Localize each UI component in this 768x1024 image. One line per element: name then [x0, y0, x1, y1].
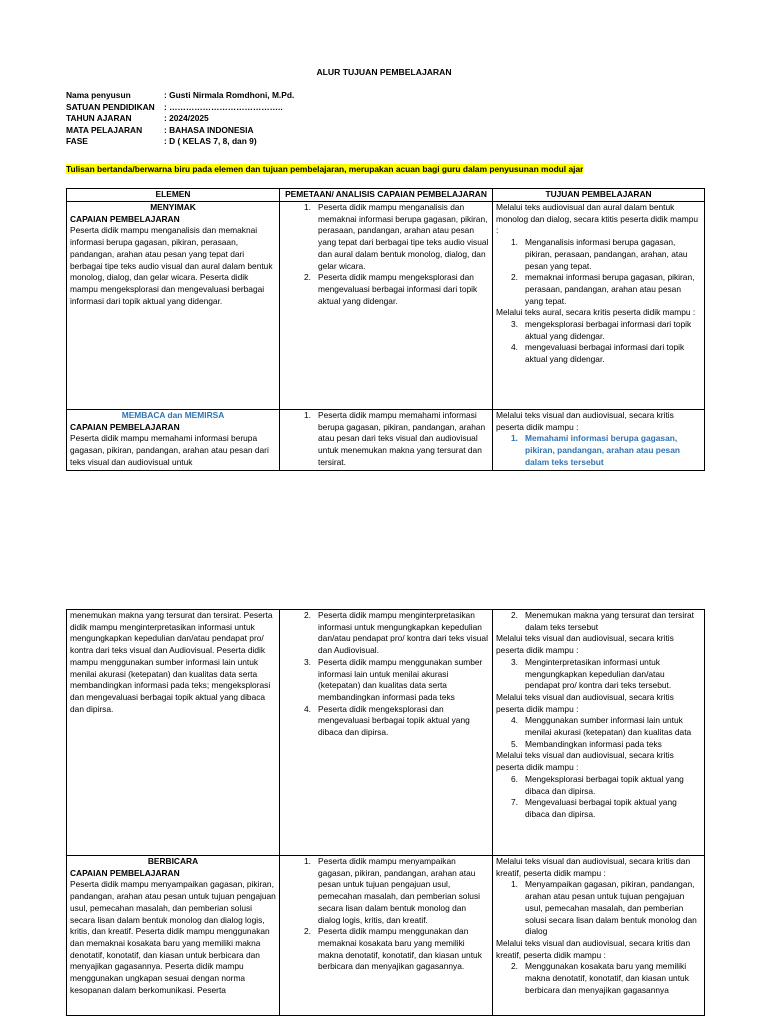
meta-row-subject [66, 125, 294, 137]
cp-text: menemukan makna yang tersurat dan tersirat. Peserta didik mampu menginterpretasikan informasi untuk mengungkapkan kepedulian dan/atau pendapat pro/ kontra dari teks visual dan Audiovisual. Peserta didik mampu menggunakan sumber informasi lain untuk menilai akurasi (ketepatan) dan kualitas data serta membandingkan informasi pada teks; mengeksplorasi dan mengevaluasi berbagai topik aktual yang dibaca dan dipirsa. [70, 610, 273, 714]
tp-intro: Melalui teks visual dan audiovisual, secara kritis peserta didik mampu : [496, 691, 674, 714]
cell-elemen [67, 410, 280, 471]
list-item [283, 856, 489, 926]
list-text: Peserta didik mampu memahami informasi berupa gagasan, pikiran, pandangan, arahan atau pesan dari teks visual dan audiovisual untuk menemukan makna yang tersurat dan tersirat. [318, 410, 486, 467]
tp-intro: Melalui teks visual dan audiovisual, secara kritis peserta didik mampu : [496, 410, 674, 432]
tp-list [496, 774, 701, 821]
list-text: Peserta didik mampu menyampaikan gagasan, pikiran, pandangan, arahan atau pesan untuk tujuan pengajuan usul, pemecahan masalah, dan pemberian solusi secara lisan dalam bentuk monolog dan dialog logis, kritis, dan kreatif. [318, 856, 481, 925]
meta-label: MATA PELAJARAN [66, 124, 143, 135]
cell-analysis [280, 856, 493, 1016]
tp-intro: Melalui teks visual dan audiovisual, secara kritis peserta didik mampu : [496, 633, 674, 656]
list-number: 3. [304, 656, 311, 667]
cell-analysis [280, 610, 493, 856]
list-number: 2. [304, 926, 311, 937]
analysis-list [283, 610, 489, 739]
list-number: 5. [511, 738, 518, 749]
meta-label: Nama penyusun [66, 90, 131, 100]
meta-value: : BAHASA INDONESIA [164, 124, 254, 135]
list-item [496, 657, 701, 692]
table-header-row [67, 189, 705, 202]
list-item [496, 272, 701, 307]
list-text: Menganalisis informasi berupa gagasan, pikiran, perasaan, pandangan, arahan, atau pesan yang tepat. [525, 237, 688, 271]
list-text: Menyampaikan gagasan, pikiran, pandangan, arahan atau pesan untuk tujuan pengajuan usul, pemecahan masalah, dan pemberian solusi secara lisan dalam bentuk monolog dan dialog [525, 879, 697, 937]
meta-label: FASE [66, 136, 88, 147]
list-item [283, 610, 489, 657]
list-text: Menginterpretasikan informasi untuk mengungkapkan kepedulian dan/atau pendapat pro/ kontra dari teks tersebut. [525, 656, 672, 691]
tp-intro: Melalui teks visual dan audiovisual, secara kritis peserta didik mampu : [496, 750, 674, 773]
cp-label: CAPAIAN PEMBELAJARAN [70, 421, 180, 432]
list-text: mengevaluasi berbagai informasi dari topik aktual yang didengar. [525, 342, 685, 365]
list-text: Mengeksplorasi berbagai topik aktual yang dibaca dan dipirsa. [525, 773, 684, 796]
list-text: Peserta didik mampu menginterpretasikan informasi untuk mengungkapkan kepedulian dan/atau pendapat pro/ kontra dari teks visual dan Audiovisual. [318, 610, 488, 656]
list-text: Mengevaluasi berbagai topik aktual yang dibaca dan dipirsa. [525, 797, 677, 819]
cell-tujuan [493, 202, 705, 410]
analysis-list [283, 410, 489, 469]
cp-label: CAPAIAN PEMBELAJARAN [70, 867, 180, 878]
list-item [283, 704, 489, 739]
list-item [496, 237, 701, 272]
list-item [283, 410, 489, 469]
list-item [283, 926, 489, 973]
list-text: Peserta didik mampu mengeksplorasi dan mengevaluasi berbagai informasi dari topik aktual yang didengar. [318, 272, 478, 306]
meta-label: SATUAN PENDIDIKAN [66, 101, 155, 112]
tp-intro: Melalui teks visual dan audiovisual, secara kritis dan kreatif, peserta didik mampu : [496, 937, 691, 960]
meta-label: TAHUN AJARAN [66, 113, 132, 124]
list-item [496, 774, 701, 797]
highlight-note [66, 164, 583, 176]
list-number: 3. [511, 319, 518, 330]
tp-list [496, 657, 701, 692]
meta-value: : Gusti Nirmala Romdhoni, M.Pd. [164, 90, 295, 100]
list-number: 2. [511, 272, 518, 283]
list-number: 3. [511, 656, 518, 667]
list-text: Menggunakan kosakata baru yang memiliki makna denotatif, konotatif, dan kiasan untuk berbicara dan menyajikan gagasannya [525, 961, 689, 995]
list-item [283, 202, 489, 272]
list-item [496, 610, 701, 633]
list-text: Membandingkan informasi pada teks [525, 738, 662, 749]
element-name: MEMBACA dan MEMIRSA [121, 410, 225, 420]
tp-list [496, 961, 701, 996]
cell-tujuan [493, 856, 705, 1016]
list-number: 2. [511, 610, 518, 620]
row-berbicara [67, 856, 705, 1016]
list-number: 1. [304, 856, 311, 866]
list-number: 4. [304, 703, 311, 714]
list-number: 6. [511, 773, 518, 784]
list-number: 2. [304, 610, 311, 620]
list-number: 1. [511, 237, 518, 248]
element-name: BERBICARA [147, 856, 199, 866]
header-elemen: ELEMEN [67, 189, 280, 202]
list-text: Menggunakan sumber informasi lain untuk menilai akurasi (ketepatan) dan kualitas data [525, 715, 692, 738]
document-meta [66, 90, 294, 148]
tp-list [496, 237, 701, 307]
header-tujuan: TUJUAN PEMBELAJARAN [493, 189, 705, 202]
list-number: 1. [304, 410, 311, 420]
list-item [496, 319, 701, 342]
cp-label: CAPAIAN PEMBELAJARAN [70, 213, 180, 224]
meta-row-school [66, 102, 294, 114]
tp-list [496, 610, 701, 633]
list-text: Memahami informasi berupa gagasan, pikiran, pandangan, arahan atau pesan dalam teks tersebut [525, 433, 680, 467]
meta-row-year [66, 113, 294, 125]
tp-list [496, 433, 701, 468]
list-number: 4. [511, 715, 518, 726]
list-text: Peserta didik mampu menganalisis dan memaknai informasi berupa gagasan, pikiran, perasaan, pandangan, arahan atau pesan yang tepat dari berbagai tipe teks audio visual dan aural dalam bentuk monolog, dialog, dan gelar wicara. [318, 202, 489, 271]
cell-elemen [67, 856, 280, 1016]
list-number: 2. [304, 272, 311, 283]
list-item [496, 739, 701, 751]
tp-list [496, 319, 701, 366]
tp-intro: Melalui teks audiovisual dan aural dalam bentuk monolog dan dialog, secara ktitis peserta didik mampu : [496, 202, 699, 236]
list-number: 1. [511, 879, 518, 890]
analysis-list [283, 202, 489, 307]
meta-row-author [66, 90, 294, 102]
meta-value: : D ( KELAS 7, 8, dan 9) [164, 136, 257, 147]
tp-intro: Melalui teks aural, secara kritis peserta didik mampu : [496, 307, 696, 318]
tp-intro: Melalui teks visual dan audiovisual, secara kritis dan kreatif, peserta didik mampu : [496, 856, 691, 878]
tp-list [496, 879, 701, 938]
element-name: MENYIMAK [150, 202, 196, 212]
row-membaca-continued [67, 610, 705, 856]
cp-text: Peserta didik mampu menganalisis dan memaknai informasi berupa gagasan, pikiran, perasaan, pandangan, arahan atau pesan yang tepat dari berbagai tipe teks audio visual dan aural dalam bentuk monolog, dialog, dan gelar wicara. Peserta didik mampu mengeksplorasi dan mengevaluasi berbagai informasi dari topik aktual yang didengar. [70, 225, 273, 306]
list-number: 1. [511, 433, 518, 444]
list-number: 7. [511, 797, 518, 808]
atp-table-page-1 [66, 188, 705, 471]
list-text: Peserta didik mengeksplorasi dan mengevaluasi berbagai topik aktual yang dibaca dan dipirsa. [318, 703, 470, 738]
list-text: mengeksplorasi berbagai informasi dari topik aktual yang didengar. [525, 319, 692, 341]
meta-value: : ………………………………….. [164, 101, 283, 112]
row-membaca [67, 410, 705, 471]
list-number: 4. [511, 342, 518, 353]
list-item [283, 272, 489, 307]
note-text: Tulisan bertanda/berwarna biru pada elemen dan tujuan pembelajaran, merupakan acuan bagi guru dalam penyusunan modul ajar [66, 164, 584, 174]
list-item [283, 657, 489, 704]
list-item [496, 342, 701, 365]
cell-elemen [67, 202, 280, 410]
cell-analysis [280, 202, 493, 410]
cell-tujuan [493, 410, 705, 471]
cp-text: Peserta didik mampu menyampaikan gagasan, pikiran, pandangan, arahan atau pesan untuk tujuan pengajuan usul, pemecahan masalah, dan pemberian solusi secara lisan dalam bentuk monolog dan dialog logis, kritis, dan kreatif. Peserta didik mampu menggunakan dan memaknai kosakata baru yang memiliki makna denotatif, konotatif, dan kiasan untuk berbicara dan menyajikan gagasannya. Peserta didik mampu menggunakan ungkapan sesuai dengan norma kesopanan dalam berkomunikasi. Peserta [70, 879, 276, 995]
cell-tujuan [493, 610, 705, 856]
list-text: Peserta didik mampu menggunakan dan memaknai kosakata baru yang memiliki makna denotatif, konotatif, dan kiasan untuk berbicara dan menyajikan gagasannya. [318, 926, 482, 972]
cp-text: Peserta didik mampu memahami informasi berupa gagasan, pikiran, pandangan, arahan atau pesan dari teks visual dan audiovisual untuk [70, 433, 269, 467]
list-item [496, 433, 701, 468]
list-number: 2. [511, 961, 518, 972]
header-pemetaan: PEMETAAN/ ANALISIS CAPAIAN PEMBELAJARAN [280, 189, 493, 202]
atp-table-page-2 [66, 609, 705, 1016]
list-item [496, 961, 701, 996]
list-text: Menemukan makna yang tersurat dan tersirat dalam teks tersebut [525, 610, 694, 632]
cell-analysis [280, 410, 493, 471]
meta-row-phase [66, 136, 294, 148]
cell-elemen [67, 610, 280, 856]
list-item [496, 797, 701, 820]
document-title: ALUR TUJUAN PEMBELAJARAN [316, 67, 452, 77]
list-number: 1. [304, 202, 311, 212]
list-item [496, 879, 701, 938]
list-item [496, 715, 701, 738]
analysis-list [283, 856, 489, 973]
list-text: memaknai informasi berupa gagasan, pikiran, perasaan, pandangan, arahan atau pesan yang tepat. [525, 272, 695, 306]
list-text: Peserta didik mampu menggunakan sumber informasi lain untuk menilai akurasi (ketepatan) dan kualitas data serta membandingkan informasi pada teks [318, 656, 483, 702]
meta-value: : 2024/2025 [164, 113, 209, 124]
tp-list [496, 715, 701, 750]
row-menyimak [67, 202, 705, 410]
